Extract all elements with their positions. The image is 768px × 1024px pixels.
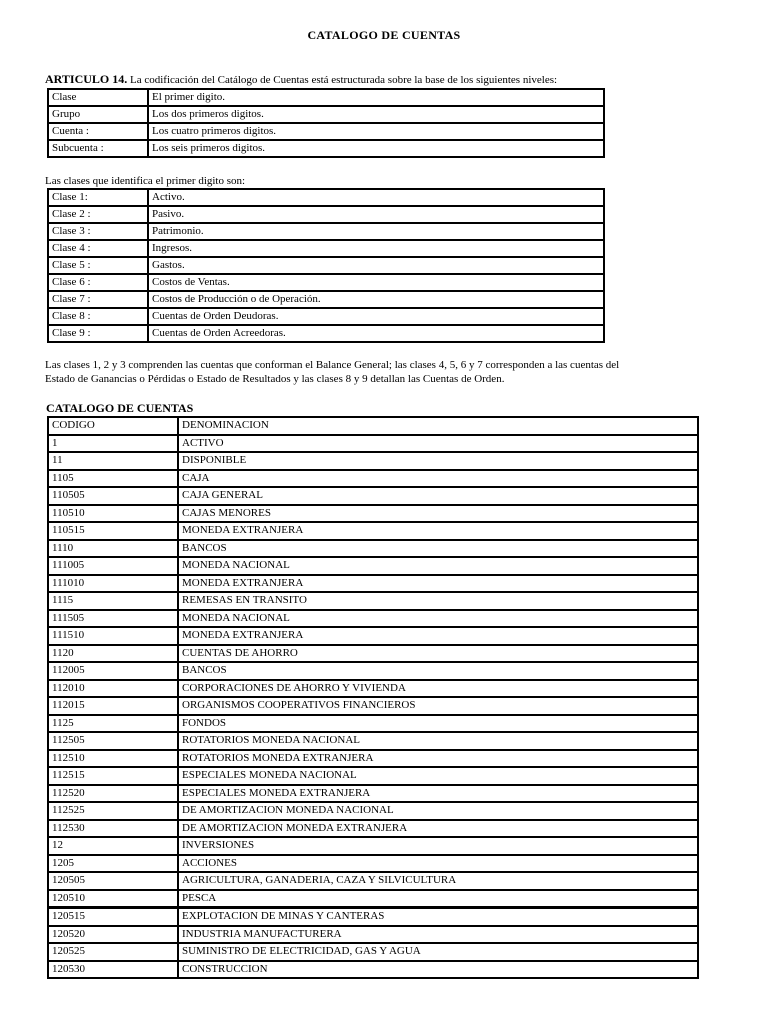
codigo-cell: 1110 xyxy=(48,540,178,558)
denominacion-cell: REMESAS EN TRANSITO xyxy=(178,592,698,610)
denominacion-cell: ACCIONES xyxy=(178,855,698,873)
clase-desc-cell: Patrimonio. xyxy=(148,223,604,240)
denominacion-cell: MONEDA NACIONAL xyxy=(178,557,698,575)
clase-desc-cell: Ingresos. xyxy=(148,240,604,257)
table-row xyxy=(48,257,604,274)
denominacion-cell: DE AMORTIZACION MONEDA NACIONAL xyxy=(178,802,698,820)
codigo-cell: 1125 xyxy=(48,715,178,733)
codigo-cell: 120505 xyxy=(48,872,178,890)
table-row xyxy=(48,557,698,575)
table-row xyxy=(48,291,604,308)
table-row xyxy=(48,417,698,435)
table-row xyxy=(48,308,604,325)
catalogo-body xyxy=(48,417,698,907)
codigo-cell: 12 xyxy=(48,837,178,855)
denominacion-cell: CUENTAS DE AHORRO xyxy=(178,645,698,663)
niveles-body xyxy=(48,89,604,157)
nivel-desc-cell: Los dos primeros digitos. xyxy=(148,106,604,123)
denominacion-cell: AGRICULTURA, GANADERIA, CAZA Y SILVICULTURA xyxy=(178,872,698,890)
table-row xyxy=(48,470,698,488)
table-row xyxy=(48,820,698,838)
codigo-cell: 1 xyxy=(48,435,178,453)
clase-desc-cell: Pasivo. xyxy=(148,206,604,223)
articulo-label: ARTICULO 14. xyxy=(45,72,128,86)
denominacion-cell: MONEDA EXTRANJERA xyxy=(178,522,698,540)
denominacion-cell: ORGANISMOS COOPERATIVOS FINANCIEROS xyxy=(178,697,698,715)
articulo-text: La codificación del Catálogo de Cuentas está estructurada sobre la base de los siguientes niveles: xyxy=(127,74,558,86)
codigo-cell: 120510 xyxy=(48,890,178,908)
codigo-cell: 112510 xyxy=(48,750,178,768)
denominacion-cell: CONSTRUCCION xyxy=(178,961,698,979)
codigo-cell: 120530 xyxy=(48,961,178,979)
denominacion-cell: ROTATORIOS MONEDA EXTRANJERA xyxy=(178,750,698,768)
nivel-name-cell: Grupo xyxy=(48,106,148,123)
table-row xyxy=(48,140,604,157)
page-title: CATALOGO DE CUENTAS xyxy=(307,28,461,42)
table-row xyxy=(48,106,604,123)
clase-name-cell: Clase 8 : xyxy=(48,308,148,325)
denominacion-cell: INDUSTRIA MANUFACTURERA xyxy=(178,926,698,944)
codigo-cell: 1115 xyxy=(48,592,178,610)
codigo-cell: 112005 xyxy=(48,662,178,680)
table-row xyxy=(48,325,604,342)
table-row xyxy=(48,961,698,979)
catalogo-continuation-body xyxy=(48,908,698,978)
table-row xyxy=(48,926,698,944)
codigo-cell: 112505 xyxy=(48,732,178,750)
clase-name-cell: Clase 3 : xyxy=(48,223,148,240)
denominacion-cell: CAJA xyxy=(178,470,698,488)
codigo-cell: 111005 xyxy=(48,557,178,575)
table-row xyxy=(48,767,698,785)
table-row xyxy=(48,505,698,523)
codigo-cell: 111010 xyxy=(48,575,178,593)
table-row xyxy=(48,802,698,820)
table-row xyxy=(48,487,698,505)
table-row xyxy=(48,750,698,768)
table-row xyxy=(48,540,698,558)
table-row xyxy=(48,575,698,593)
table-row xyxy=(48,697,698,715)
codigo-cell: 110505 xyxy=(48,487,178,505)
table-row xyxy=(48,223,604,240)
denominacion-cell: BANCOS xyxy=(178,662,698,680)
table-row xyxy=(48,592,698,610)
table-row xyxy=(48,872,698,890)
denominacion-cell: ESPECIALES MONEDA NACIONAL xyxy=(178,767,698,785)
clase-name-cell: Clase 5 : xyxy=(48,257,148,274)
denominacion-cell: ROTATORIOS MONEDA NACIONAL xyxy=(178,732,698,750)
clases-table xyxy=(47,188,605,343)
nivel-name-cell: Cuenta : xyxy=(48,123,148,140)
clase-desc-cell: Costos de Producción o de Operación. xyxy=(148,291,604,308)
niveles-table xyxy=(47,88,605,158)
codigo-cell: 1205 xyxy=(48,855,178,873)
nivel-desc-cell: El primer digito. xyxy=(148,89,604,106)
codigo-cell: 120525 xyxy=(48,943,178,961)
denominacion-cell: MONEDA EXTRANJERA xyxy=(178,627,698,645)
denominacion-cell: BANCOS xyxy=(178,540,698,558)
denominacion-cell: MONEDA EXTRANJERA xyxy=(178,575,698,593)
clase-name-cell: Clase 9 : xyxy=(48,325,148,342)
denominacion-cell: EXPLOTACION DE MINAS Y CANTERAS xyxy=(178,908,698,926)
denominacion-cell: ACTIVO xyxy=(178,435,698,453)
catalogo-heading: CATALOGO DE CUENTAS xyxy=(46,401,194,415)
codigo-cell: 120520 xyxy=(48,926,178,944)
table-row xyxy=(48,645,698,663)
catalogo-table xyxy=(47,416,699,908)
table-row xyxy=(48,680,698,698)
codigo-cell: 110510 xyxy=(48,505,178,523)
codigo-cell: 111505 xyxy=(48,610,178,628)
codigo-cell: 112530 xyxy=(48,820,178,838)
nivel-desc-cell: Los seis primeros digitos. xyxy=(148,140,604,157)
codigo-cell: 112525 xyxy=(48,802,178,820)
table-row xyxy=(48,627,698,645)
explicacion-line-1: Las clases 1, 2 y 3 comprenden las cuentas que conforman el Balance General; las clases 4, 5, 6 y 7 corresponden a las cuentas del xyxy=(45,359,620,371)
codigo-cell: 112515 xyxy=(48,767,178,785)
catalogo-continuation-table xyxy=(47,907,699,979)
denominacion-cell: ESPECIALES MONEDA EXTRANJERA xyxy=(178,785,698,803)
clase-desc-cell: Cuentas de Orden Acreedoras. xyxy=(148,325,604,342)
clase-desc-cell: Activo. xyxy=(148,189,604,206)
clases-intro: Las clases que identifica el primer digito son: xyxy=(45,175,246,187)
codigo-cell: 1120 xyxy=(48,645,178,663)
clase-name-cell: Clase 1: xyxy=(48,189,148,206)
codigo-cell: 1105 xyxy=(48,470,178,488)
nivel-name-cell: Clase xyxy=(48,89,148,106)
clase-desc-cell: Cuentas de Orden Deudoras. xyxy=(148,308,604,325)
table-row xyxy=(48,89,604,106)
denominacion-cell: SUMINISTRO DE ELECTRICIDAD, GAS Y AGUA xyxy=(178,943,698,961)
denominacion-cell: PESCA xyxy=(178,890,698,908)
table-row xyxy=(48,452,698,470)
table-row xyxy=(48,206,604,223)
table-row xyxy=(48,189,604,206)
table-row xyxy=(48,837,698,855)
table-row xyxy=(48,662,698,680)
codigo-cell: 120515 xyxy=(48,908,178,926)
table-row xyxy=(48,890,698,908)
articulo-paragraph xyxy=(45,72,557,87)
codigo-cell: 111510 xyxy=(48,627,178,645)
clase-desc-cell: Gastos. xyxy=(148,257,604,274)
codigo-cell: 112015 xyxy=(48,697,178,715)
denominacion-cell: DISPONIBLE xyxy=(178,452,698,470)
denominacion-cell: INVERSIONES xyxy=(178,837,698,855)
table-row xyxy=(48,732,698,750)
table-row xyxy=(48,522,698,540)
nivel-name-cell: Subcuenta : xyxy=(48,140,148,157)
table-row xyxy=(48,123,604,140)
clase-name-cell: Clase 6 : xyxy=(48,274,148,291)
denominacion-cell: CORPORACIONES DE AHORRO Y VIVIENDA xyxy=(178,680,698,698)
denominacion-cell: CAJAS MENORES xyxy=(178,505,698,523)
table-row xyxy=(48,610,698,628)
explicacion-line-2: Estado de Ganancias o Pérdidas o Estado de Resultados y las clases 8 y 9 detallan las Cuentas de Orden. xyxy=(45,373,505,385)
denominacion-cell: DE AMORTIZACION MONEDA EXTRANJERA xyxy=(178,820,698,838)
denominacion-cell: DENOMINACION xyxy=(178,417,698,435)
table-row xyxy=(48,943,698,961)
clases-body xyxy=(48,189,604,342)
codigo-cell: 112010 xyxy=(48,680,178,698)
table-row xyxy=(48,715,698,733)
table-row xyxy=(48,908,698,926)
explicacion-paragraph xyxy=(45,358,619,386)
codigo-cell: 112520 xyxy=(48,785,178,803)
codigo-cell: 110515 xyxy=(48,522,178,540)
clase-name-cell: Clase 7 : xyxy=(48,291,148,308)
clase-desc-cell: Costos de Ventas. xyxy=(148,274,604,291)
clase-name-cell: Clase 4 : xyxy=(48,240,148,257)
clase-name-cell: Clase 2 : xyxy=(48,206,148,223)
table-row xyxy=(48,274,604,291)
table-row xyxy=(48,785,698,803)
denominacion-cell: MONEDA NACIONAL xyxy=(178,610,698,628)
table-row xyxy=(48,240,604,257)
nivel-desc-cell: Los cuatro primeros digitos. xyxy=(148,123,604,140)
denominacion-cell: CAJA GENERAL xyxy=(178,487,698,505)
table-row xyxy=(48,435,698,453)
denominacion-cell: FONDOS xyxy=(178,715,698,733)
codigo-cell: CODIGO xyxy=(48,417,178,435)
table-row xyxy=(48,855,698,873)
codigo-cell: 11 xyxy=(48,452,178,470)
